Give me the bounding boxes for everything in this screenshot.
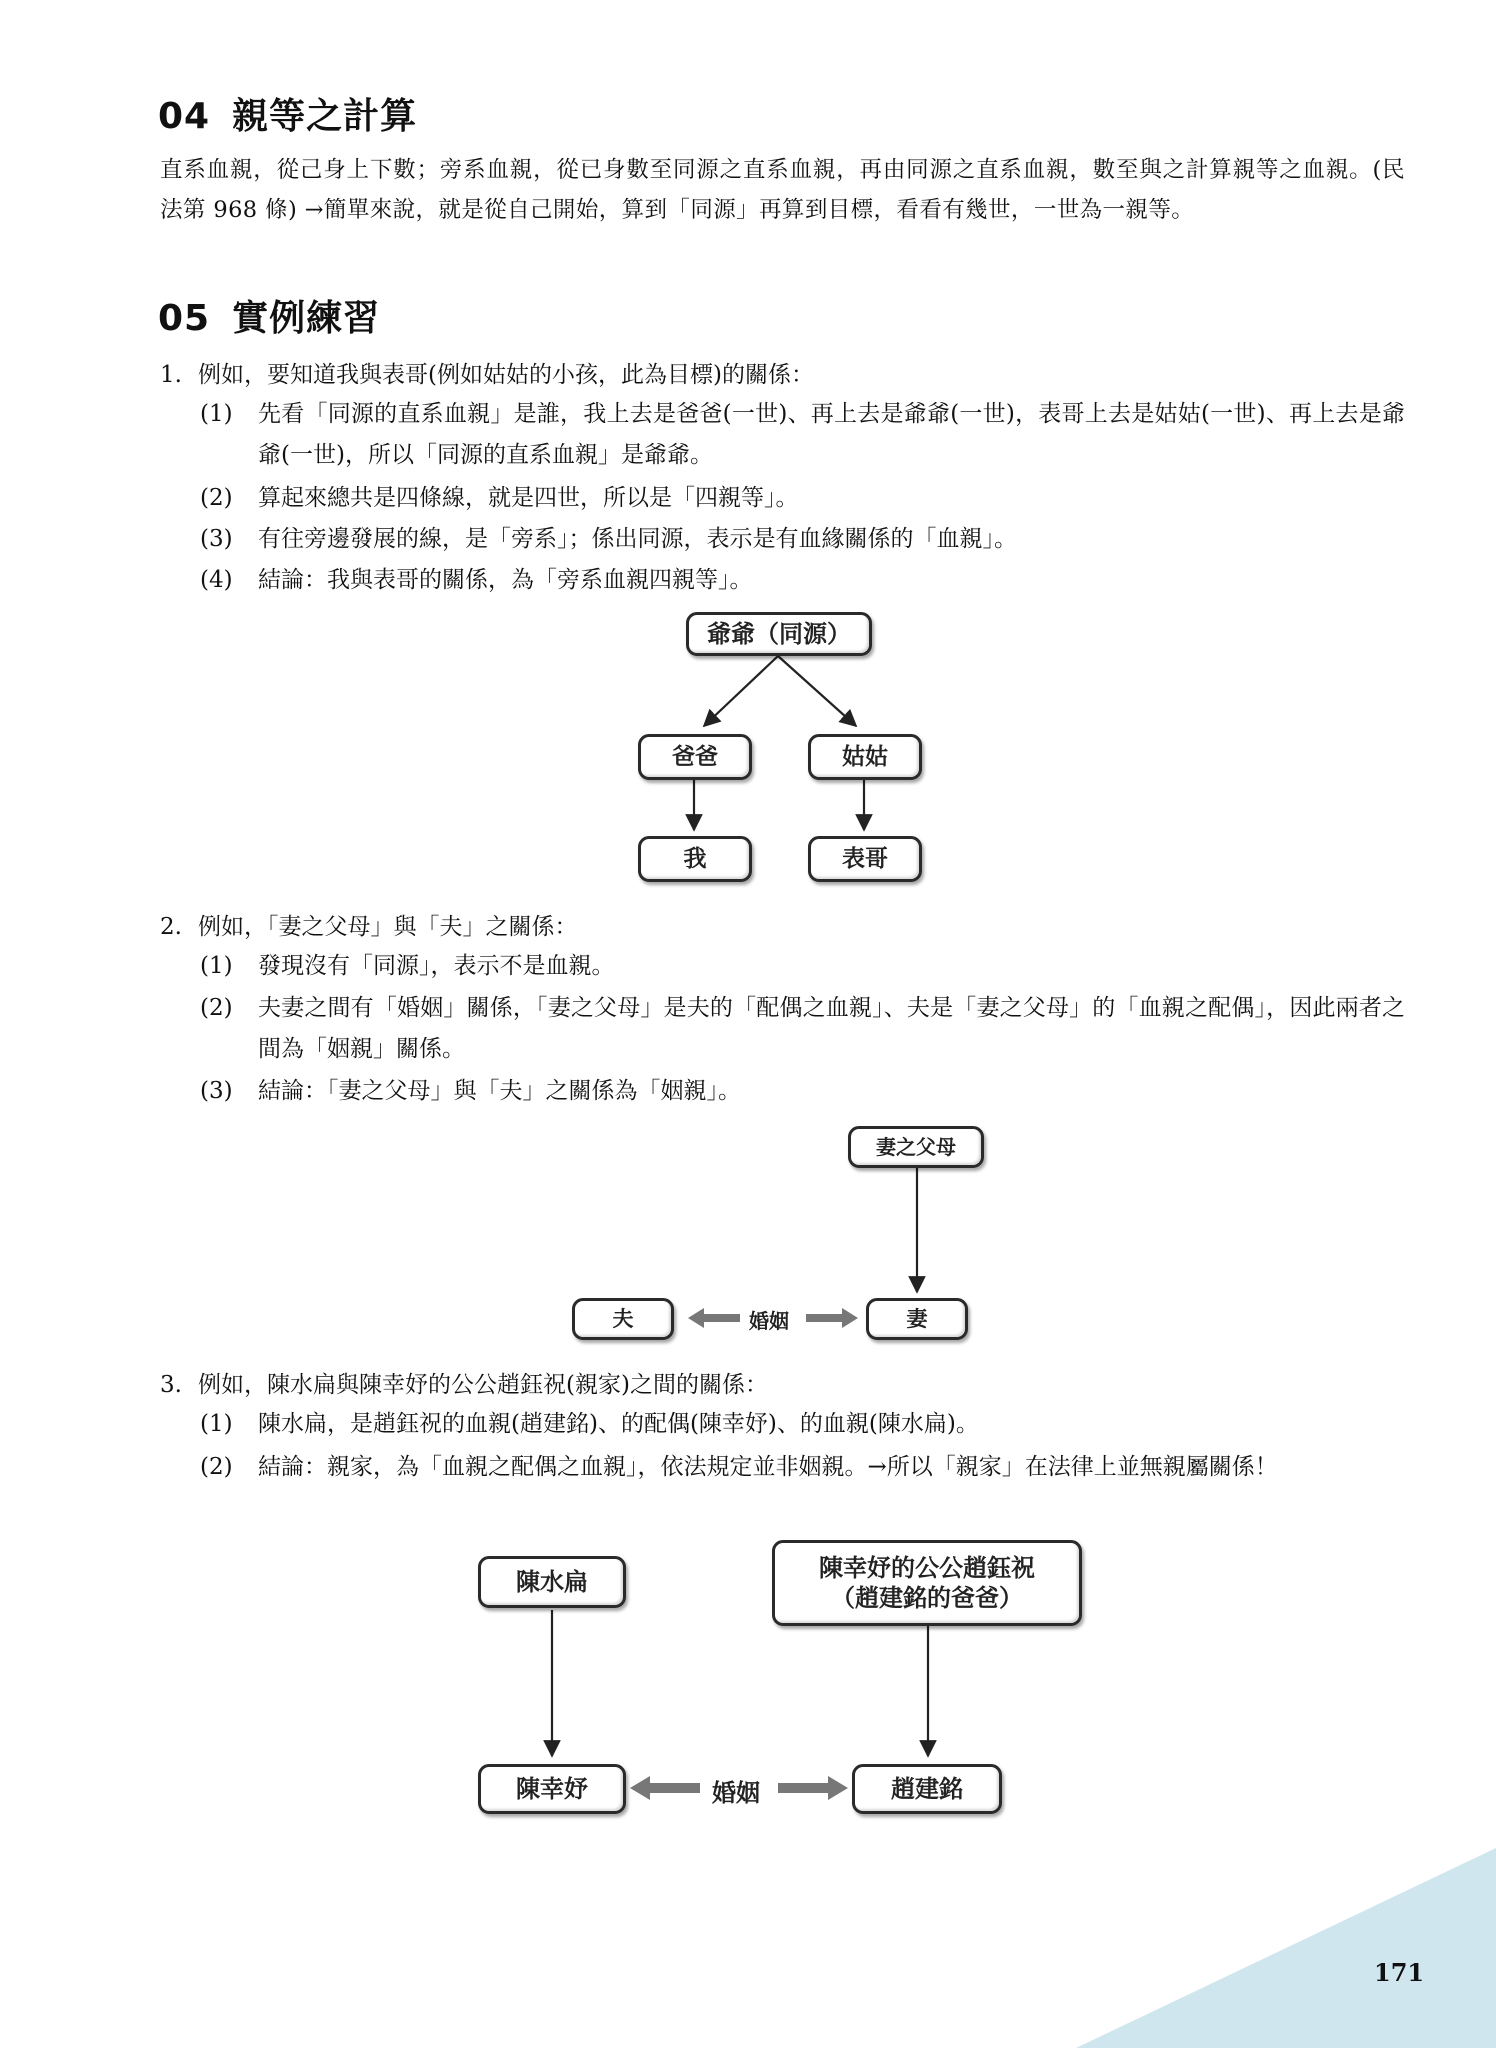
example-1-number: 1. — [160, 362, 182, 388]
marriage-arrow-left-3 — [630, 1776, 700, 1800]
node-wife: 妻 — [866, 1298, 968, 1340]
node-zhao-jianming: 趙建銘 — [852, 1764, 1002, 1814]
item-text: 結論：親家，為「血親之配偶之血親」，依法規定並非姻親。→所以「親家」在法律上並無親屬關係！ — [258, 1454, 1278, 1480]
marriage-label: 婚姻 — [749, 1309, 789, 1333]
item-number: (2) — [200, 1454, 233, 1480]
item-number: (1) — [200, 1411, 233, 1437]
section-04-number: 04 — [158, 96, 211, 137]
item-number: (4) — [200, 567, 233, 593]
example-2-text: 例如，「妻之父母」與「夫」之關係： — [198, 914, 578, 940]
node-wife-parents: 妻之父母 — [848, 1126, 984, 1168]
arrow-root-to-left — [704, 656, 778, 726]
arrow-root-to-right — [778, 656, 856, 726]
corner-decoration — [1076, 1848, 1496, 2048]
item-number: (2) — [200, 485, 233, 511]
marriage-label-3: 婚姻 — [712, 1779, 760, 1807]
node-chen-shuibian — [478, 1556, 626, 1608]
node-cousin: 表哥 — [808, 836, 922, 882]
item-text: 結論：「妻之父母」與「夫」之關係為「姻親」。 — [258, 1078, 741, 1104]
item-text: 算起來總共是四條線，就是四世，所以是「四親等」。 — [258, 485, 799, 511]
example-3-text: 例如，陳水扁與陳幸妤的公公趙鈺祝(親家)之間的關係： — [198, 1372, 768, 1398]
item-text: 先看「同源的直系血親」是誰，我上去是爸爸(一世)、再上去是爺爺(一世)，表哥上去是姑姑(一世)、再上去是爺爺(一世)，所以「同源的直系血親」是爺爺。 — [258, 401, 1405, 468]
item-text: 陳水扁，是趙鈺祝的血親(趙建銘)、的配偶(陳幸妤)、的血親(陳水扁)。 — [258, 1411, 979, 1437]
node-father: 爸爸 — [638, 734, 752, 780]
node-zhao-yuzhu-line2: （趙建銘的爸爸） — [831, 1584, 1023, 1612]
item-text: 結論：我與表哥的關係，為「旁系血親四親等」。 — [258, 567, 753, 593]
item-number: (3) — [200, 526, 233, 552]
example-1-text: 例如，要知道我與表哥(例如姑姑的小孩，此為目標)的關係： — [198, 362, 814, 388]
example-3-number: 3. — [160, 1372, 182, 1398]
section-05-number: 05 — [158, 298, 211, 339]
node-chen-xingyu: 陳幸妤 — [478, 1764, 626, 1814]
item-text: 夫妻之間有「婚姻」關係，「妻之父母」是夫的「配偶之血親」、夫是「妻之父母」的「血親之配偶」，因此兩者之間為「姻親」關係。 — [258, 995, 1405, 1062]
item-text: 發現沒有「同源」，表示不是血親。 — [258, 953, 615, 979]
node-me: 我 — [638, 836, 752, 882]
node-zhao-yuzhu — [772, 1540, 1082, 1626]
item-number: (3) — [200, 1078, 233, 1104]
section-04-body: 直系血親，從己身上下數；旁系血親，從已身數至同源之直系血親，再由同源之直系血親，數至與之計算親等之血親。(民法第 968 條) →簡單來說，就是從自己開始，算到「同源」再算到目標，看看有幾世，一世為一親等。 — [160, 157, 1405, 223]
node-husband: 夫 — [572, 1298, 674, 1340]
marriage-arrow-right-3 — [778, 1776, 848, 1800]
node-grandpa: 爺爺（同源） — [686, 612, 872, 656]
item-number: (2) — [200, 995, 233, 1021]
section-04-title: 親等之計算 — [232, 96, 418, 137]
page-number: 171 — [1374, 1958, 1425, 1987]
marriage-arrow-right — [806, 1308, 858, 1328]
item-text: 有往旁邊發展的線，是「旁系」；係出同源，表示是有血緣關係的「血親」。 — [258, 526, 1017, 552]
marriage-arrow-left — [688, 1308, 740, 1328]
section-05-title: 實例練習 — [232, 298, 381, 339]
node-aunt: 姑姑 — [808, 734, 922, 780]
item-number: (1) — [200, 401, 233, 427]
item-number: (1) — [200, 953, 233, 979]
example-2-number: 2. — [160, 914, 182, 940]
node-zhao-yuzhu-line1: 陳幸妤的公公趙鈺祝 — [819, 1554, 1035, 1582]
node-chen-shuibian-label: 陳水扁 — [516, 1568, 588, 1596]
